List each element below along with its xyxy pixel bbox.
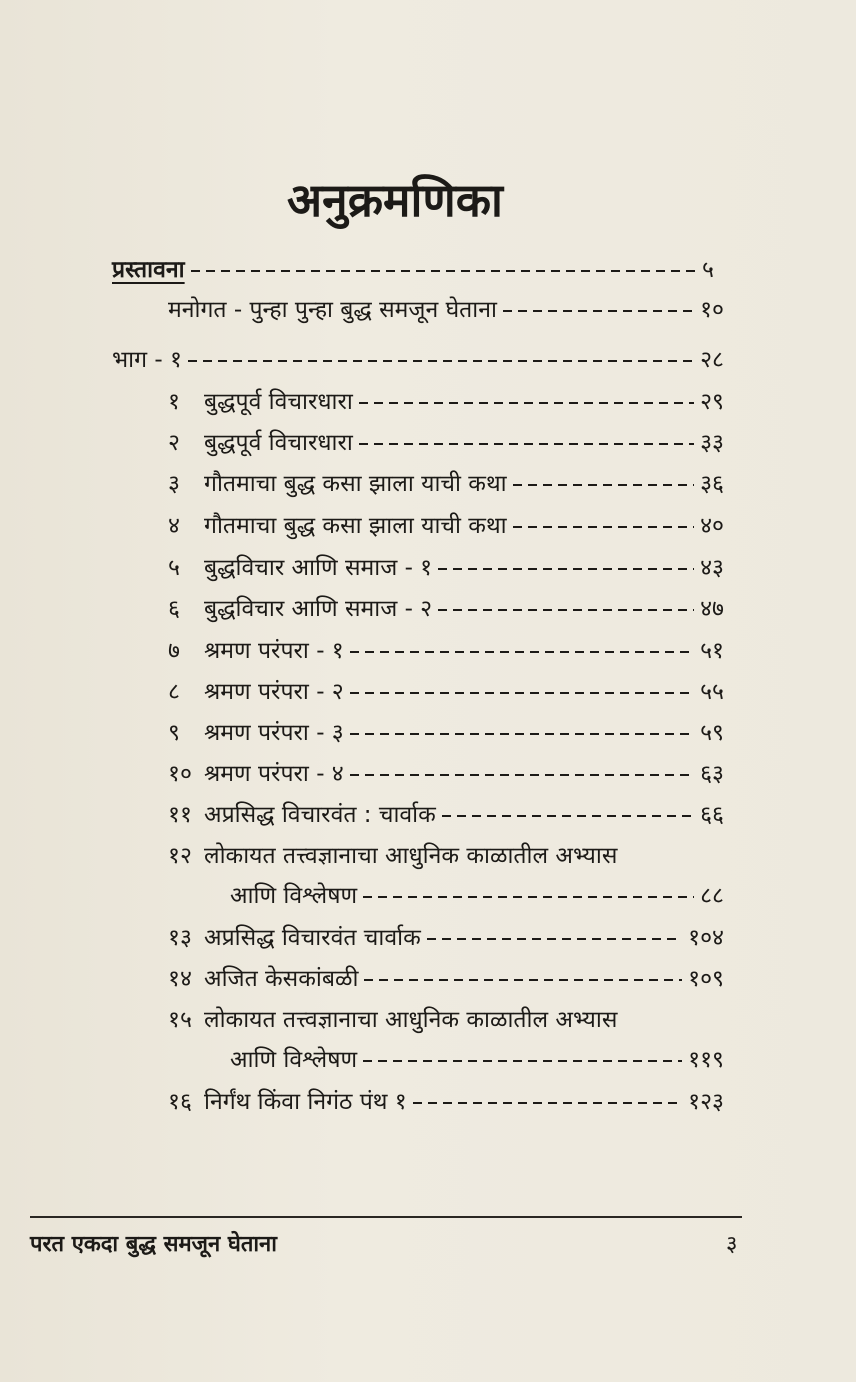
toc-page-number: १० <box>700 297 724 323</box>
toc-entry <box>168 920 724 954</box>
toc-label: श्रमण परंपरा - ४ <box>204 761 344 787</box>
toc-label: गौतमाचा बुद्ध कसा झाला याची कथा <box>204 513 507 539</box>
toc-label: बुद्धविचार आणि समाज - २ <box>204 596 433 622</box>
chapter-number: ९ <box>168 720 180 746</box>
toc-page-number: ४७ <box>700 596 724 622</box>
toc-page-number: १२३ <box>688 1089 724 1115</box>
toc-label-continued: आणि विश्लेषण <box>230 883 358 909</box>
toc-page-number: १०९ <box>688 966 724 992</box>
toc-entry <box>168 633 724 667</box>
toc-leader <box>413 1102 682 1104</box>
toc-label: निर्गंथ किंवा निगंठ पंथ १ <box>204 1089 407 1115</box>
toc-label: श्रमण परंपरा - ३ <box>204 720 344 746</box>
chapter-number: ६ <box>168 596 180 622</box>
toc-page-number: ६३ <box>700 761 724 787</box>
page-title: अनुक्रमणिका <box>287 173 503 227</box>
toc-label: गौतमाचा बुद्ध कसा झाला याची कथा <box>204 471 507 497</box>
toc-entry <box>168 838 724 872</box>
toc-leader <box>350 733 694 735</box>
toc-leader <box>438 568 694 570</box>
toc-entry <box>168 425 724 459</box>
toc-label: श्रमण परंपरा - २ <box>204 679 344 705</box>
toc-leader <box>513 526 694 528</box>
toc-entry <box>168 756 724 790</box>
toc-label: लोकायत तत्त्वज्ञानाचा आधुनिक काळातील अभ्यास <box>204 843 618 869</box>
toc-entry-part-1 <box>112 342 724 376</box>
toc-label: मनोगत - पुन्हा पुन्हा बुद्ध समजून घेताना <box>168 297 497 323</box>
toc-label: अजित केसकांबळी <box>204 966 359 992</box>
toc-entry <box>168 384 724 418</box>
toc-page-number: २८ <box>700 347 724 373</box>
toc-label: श्रमण परंपरा - १ <box>204 638 344 664</box>
toc-leader <box>438 609 694 611</box>
toc-leader <box>350 774 694 776</box>
toc-entry <box>168 1002 724 1036</box>
toc-page-number: ६६ <box>700 802 724 828</box>
toc-entry <box>168 961 724 995</box>
toc-leader <box>513 484 694 486</box>
toc-page-number: २९ <box>700 389 724 415</box>
chapter-number: ५ <box>168 555 180 581</box>
toc-page-number: ११९ <box>688 1047 724 1073</box>
toc-page-number: ५९ <box>700 720 724 746</box>
toc-label: बुद्धपूर्व विचारधारा <box>204 389 353 415</box>
chapter-number: १२ <box>168 843 192 869</box>
toc-leader <box>188 360 694 362</box>
toc-label: अप्रसिद्ध विचारवंत चार्वाक <box>204 925 421 951</box>
toc-label: प्रस्तावना <box>112 257 185 283</box>
toc-leader <box>442 815 694 817</box>
toc-leader <box>350 692 694 694</box>
chapter-number: १६ <box>168 1089 192 1115</box>
chapter-number: २ <box>168 430 180 456</box>
toc-label: बुद्धपूर्व विचारधारा <box>204 430 353 456</box>
toc-entry-continuation <box>230 878 724 912</box>
toc-label: लोकायत तत्त्वज्ञानाचा आधुनिक काळातील अभ्यास <box>204 1007 618 1033</box>
toc-entry-preface <box>112 252 714 286</box>
toc-entry-foreword <box>168 292 724 326</box>
chapter-number: १३ <box>168 925 192 951</box>
toc-page-number: ४० <box>700 513 724 539</box>
toc-entry <box>168 1084 724 1118</box>
toc-label: अप्रसिद्ध विचारवंत : चार्वाक <box>204 802 436 828</box>
toc-leader <box>363 896 694 898</box>
toc-entry <box>168 797 724 831</box>
toc-entry <box>168 715 724 749</box>
chapter-number: ७ <box>168 638 180 664</box>
toc-leader <box>427 938 682 940</box>
toc-leader <box>364 979 682 981</box>
toc-leader <box>350 651 694 653</box>
toc-leader <box>359 443 694 445</box>
toc-page-number: ५ <box>702 257 714 283</box>
toc-page-number: ५१ <box>700 638 724 664</box>
toc-label: भाग - १ <box>112 347 182 373</box>
toc-leader <box>503 310 694 312</box>
toc-leader <box>363 1060 682 1062</box>
toc-page-number: ४३ <box>700 555 724 581</box>
toc-page-number: १०४ <box>688 925 724 951</box>
toc-page-number: ३६ <box>700 471 724 497</box>
chapter-number: १४ <box>168 966 192 992</box>
toc-leader <box>359 402 694 404</box>
folio-page-number: ३ <box>726 1232 738 1257</box>
chapter-number: ३ <box>168 471 180 497</box>
toc-entry <box>168 508 724 542</box>
toc-leader <box>191 270 696 272</box>
toc-label: बुद्धविचार आणि समाज - १ <box>204 555 433 581</box>
toc-page-number: ५५ <box>700 679 724 705</box>
chapter-number: १५ <box>168 1007 192 1033</box>
chapter-number: १ <box>168 389 180 415</box>
running-footer-title: परत एकदा बुद्ध समजून घेताना <box>30 1232 277 1257</box>
chapter-number: ४ <box>168 513 180 539</box>
toc-entry <box>168 591 724 625</box>
footer-divider <box>30 1216 742 1218</box>
toc-entry <box>168 674 724 708</box>
toc-entry <box>168 550 724 584</box>
chapter-number: ११ <box>168 802 192 828</box>
chapter-number: १० <box>168 761 192 787</box>
chapter-number: ८ <box>168 679 180 705</box>
toc-entry <box>168 466 724 500</box>
toc-page-number: ३३ <box>700 430 724 456</box>
toc-page-number: ८८ <box>700 883 724 909</box>
toc-label-continued: आणि विश्लेषण <box>230 1047 358 1073</box>
toc-entry-continuation <box>230 1042 724 1076</box>
